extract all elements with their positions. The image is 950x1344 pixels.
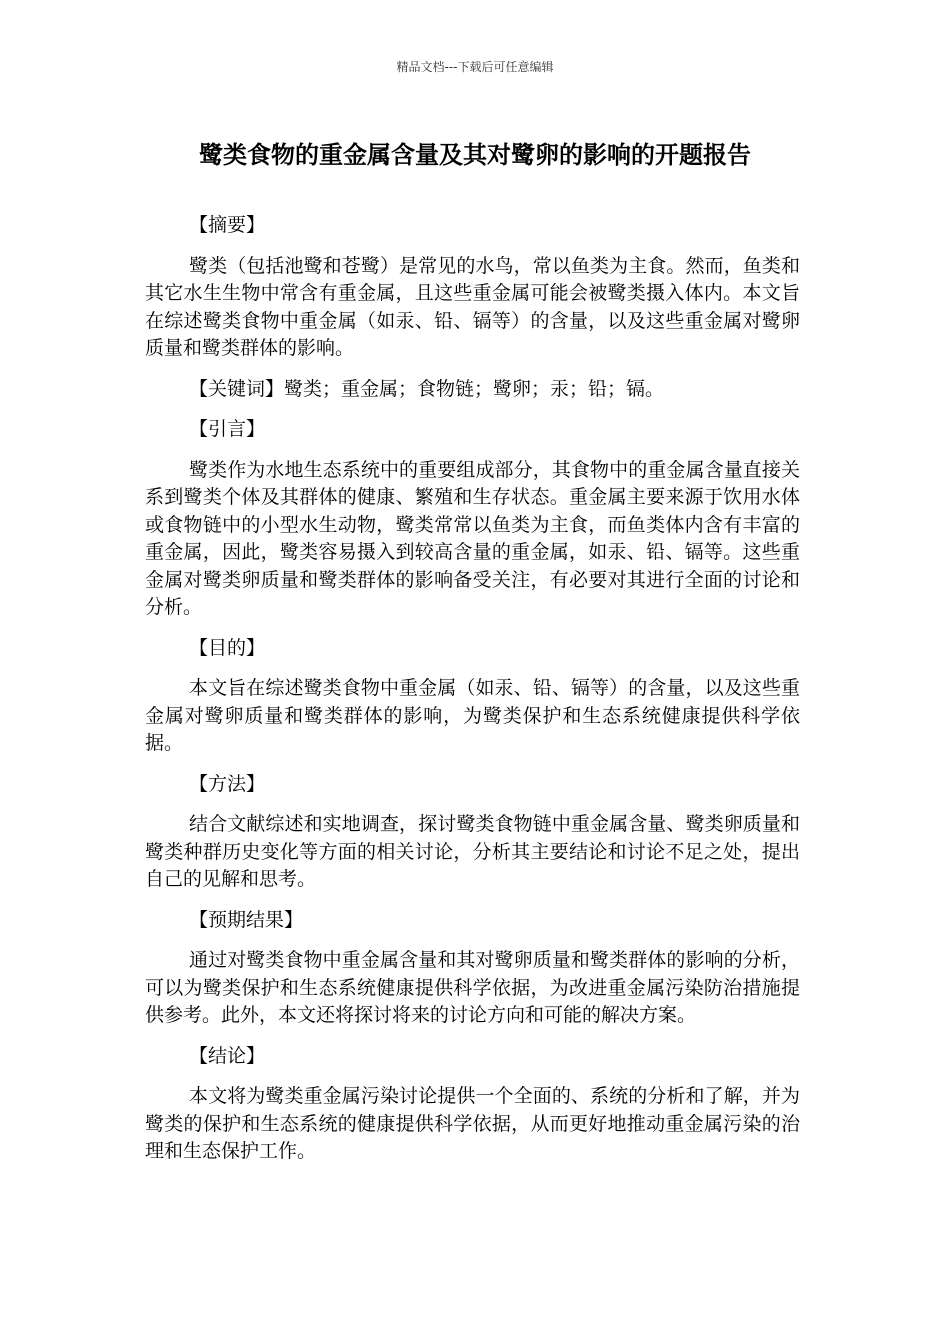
purpose-heading: 【目的】	[189, 636, 266, 659]
purpose-text: 本文旨在综述鹭类食物中重金属（如汞、铅、镉等）的含量，以及这些重金属对鹭卵质量和鹭类群体的影响，为鹭类保护和生态系统健康提供科学依据。	[145, 677, 800, 754]
keywords-line: 【关键词】鹭类；重金属；食物链；鹭卵；汞；铅；镉。	[189, 377, 665, 400]
method-heading: 【方法】	[189, 772, 266, 795]
intro-heading: 【引言】	[189, 418, 266, 440]
expected-results-heading: 【预期结果】	[189, 908, 304, 931]
expected-results-text: 通过对鹭类食物中重金属含量和其对鹭卵质量和鹭类群体的影响的分析，可以为鹭类保护和生态系统健康提供科学依据，为改进重金属污染防治措施提供参考。此外，本文还将探讨将来的讨论方向和可能的解决方案。	[145, 949, 800, 1026]
abstract-heading: 【摘要】	[189, 214, 266, 236]
document-title: 鹭类食物的重金属含量及其对鹭卵的影响的开题报告	[199, 141, 751, 169]
document-body	[145, 212, 800, 1179]
method-text: 结合文献综述和实地调查，探讨鹭类食物链中重金属含量、鹭类卵质量和鹭类种群历史变化等方面的相关讨论，分析其主要结论和讨论不足之处，提出自己的见解和思考。	[145, 813, 800, 890]
conclusion-text: 本文将为鹭类重金属污染讨论提供一个全面的、系统的分析和了解，并为鹭类的保护和生态系统的健康提供科学依据，从而更好地推动重金属污染的治理和生态保护工作。	[145, 1085, 800, 1162]
conclusion-heading: 【结论】	[189, 1044, 266, 1067]
intro-text: 鹭类作为水地生态系统中的重要组成部分，其食物中的重金属含量直接关系到鹭类个体及其群体的健康、繁殖和生存状态。重金属主要来源于饮用水体或食物链中的小型水生动物，鹭类常常以鱼类为主食，而鱼类体内含有丰富的重金属，因此，鹭类容易摄入到较高含量的重金属，如汞、铅、镉等。这些重金属对鹭类卵质量和鹭类群体的影响备受关注，有必要对其进行全面的讨论和分析。	[145, 458, 800, 618]
abstract-text: 鹭类（包括池鹭和苍鹭）是常见的水鸟，常以鱼类为主食。然而，鱼类和其它水生生物中常含有重金属，且这些重金属可能会被鹭类摄入体内。本文旨在综述鹭类食物中重金属（如汞、铅、镉等）的含量，以及这些重金属对鹭卵质量和鹭类群体的影响。	[145, 254, 800, 359]
header-note: 精品文档---下载后可任意编辑	[396, 60, 554, 74]
